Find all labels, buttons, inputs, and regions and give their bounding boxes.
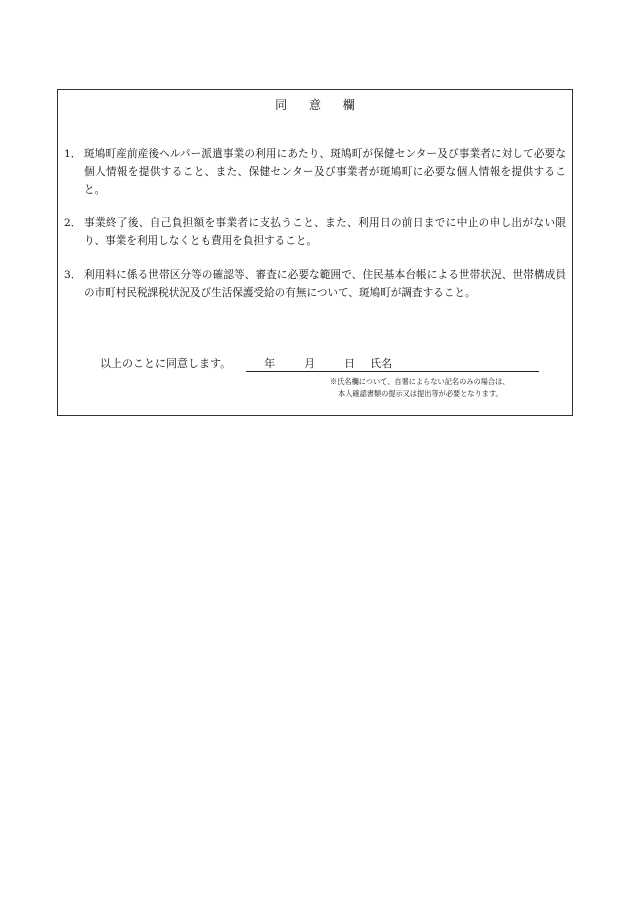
item-text: 事業終了後、自己負担額を事業者に支払うこと、また、利用日の前日までに中止の申し出がない限り、事業を利用しなくとも費用を負担すること。 — [84, 217, 566, 247]
consent-item-2 — [64, 214, 566, 250]
form-title: 同 意 欄 — [275, 98, 364, 112]
item-text: 斑鳩町産前産後ヘルパー派遣事業の利用にあたり、斑鳩町が保健センター及び事業者に対して必要な個人情報を提供すること、また、保健センター及び事業者が斑鳩町に必要な個人情報を提供すること。 — [84, 148, 566, 196]
agreement-line — [100, 356, 536, 372]
agreement-statement: 以上のことに同意します。 — [100, 357, 232, 370]
day-label: 日 — [344, 357, 356, 370]
signature-note — [330, 376, 558, 400]
item-number: 2． — [64, 217, 82, 229]
month-label: 月 — [304, 357, 316, 370]
consent-item-3 — [64, 266, 566, 302]
signature-underline — [246, 371, 539, 372]
year-label: 年 — [264, 357, 276, 370]
consent-form — [57, 89, 573, 416]
name-label: 氏名 — [370, 357, 393, 370]
item-number: 3． — [64, 269, 82, 281]
item-text: 利用料に係る世帯区分等の確認等、審査に必要な範囲で、住民基本台帳による世帯状況、世帯構成員の市町村民税課税状況及び生活保護受給の有無について、斑鳩町が調査すること。 — [84, 269, 566, 299]
item-number: 1． — [64, 148, 82, 160]
consent-item-1 — [64, 145, 566, 199]
note-line-1: ※氏名欄について、自署によらない記名のみの場合は、 — [330, 377, 510, 386]
note-line-2: 本人確認書類の提示又は提出等が必要となります。 — [338, 389, 503, 398]
